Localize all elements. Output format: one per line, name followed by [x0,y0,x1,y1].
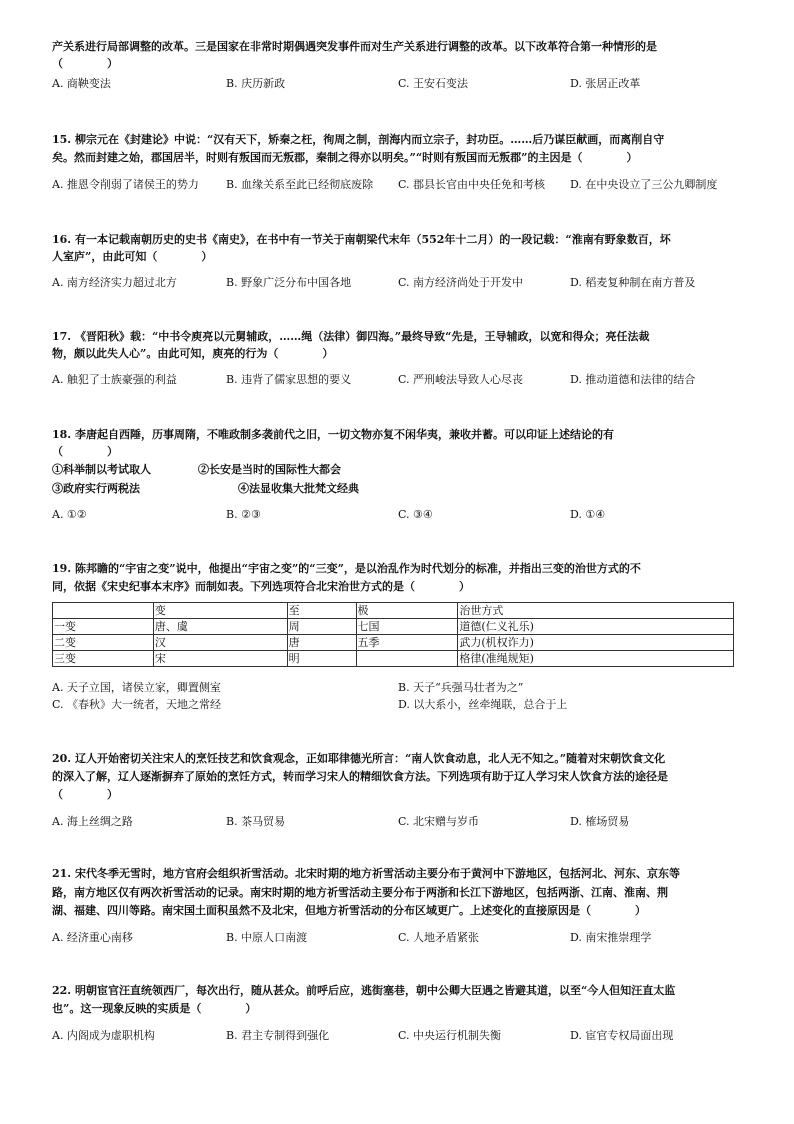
q18-item-4: ④法显收集大批梵文经典 [238,482,359,495]
table-cell: 极 [356,603,458,619]
table-cell: 唐 [287,635,356,651]
table-cell: 治世方式 [458,603,734,619]
q20-stem-line-2: 的深入了解，辽人逐渐摒弃了原始的烹饪方式，转而学习宋人的精细饮食方法。下列选项有助于辽人学习宋人饮食方法的途径是 [52,770,668,783]
q21-option-a: A. 经济重心南移 [52,931,133,944]
q16-stem-line-1: 16. 有一本记载南朝历史的史书《南史》，在书中有一节关于南朝梁代末年（552年十二月）的一段记载：“淮南有野象数百，坏 [52,233,671,246]
q21-stem-line-1: 21. 宋代冬季无雪时，地方官府会组织祈雪活动。北宋时期的地方祈雪活动主要分布于黄河中下游地区，包括河北、河东、京东等 [52,867,680,880]
table-row [53,651,734,667]
table-cell: 武力(机权诈力) [458,635,734,651]
q18-item-2: ②长安是当时的国际性大都会 [198,463,341,476]
q22-stem-line-1: 22. 明朝宦官汪直统领西厂，每次出行，随从甚众。前呼后应，逃街塞巷，朝中公卿大臣遇之皆避其道，以至“今人但知汪直太监 [52,984,676,997]
table-cell: 格律(准绳规矩) [458,651,734,667]
q16-option-c: C. 南方经济尚处于开发中 [398,276,524,289]
q17-stem-line-2: 物，颇以此失人心”。由此可知，庾亮的行为（ ） [52,347,334,360]
q17-option-c: C. 严刑峻法导致人心尽丧 [398,373,524,386]
q16-option-a: A. 南方经济实力超过北方 [52,276,177,289]
table-cell [356,651,458,667]
q15-option-c: C. 郡县长官由中央任免和考核 [398,178,546,191]
table-cell [53,603,154,619]
table-cell: 道德(仁义礼乐) [458,619,734,635]
q20-stem-line-1: 20. 辽人开始密切关注宋人的烹饪技艺和饮食观念，正如耶律德光所言：“南人饮食动息，北人无不知之。”随着对宋朝饮食文化 [52,752,666,765]
q19-option-a: A. 天子立国，诸侯立家，卿置侧室 [52,681,221,694]
q21-option-d: D. 南宋推崇理学 [570,931,652,944]
q14-option-b: B. 庆历新政 [226,77,286,90]
q18-option-d: D. ①④ [570,508,606,521]
q22-stem-line-2: 也”。这一现象反映的实质是（ ） [52,1002,257,1015]
q17-stem-line-1: 17. 《晋阳秋》载：“中书令庾亮以元舅辅政，……绳（法律）御四海。”最终导致“先是，王导辅政，以宽和得众；亮任法裁 [52,330,650,343]
table-cell: 宋 [153,651,287,667]
q14-stem-line-1: 产关系进行局部调整的改革。三是国家在非常时期偶遇突发事件而对生产关系进行调整的改革。以下改革符合第一种情形的是 [52,40,657,53]
table-row [53,635,734,651]
q22-option-b: B. 君主专制得到强化 [226,1029,330,1042]
q15-option-a: A. 推恩令削弱了诸侯王的势力 [52,178,199,191]
q19-option-d: D. 以大系小，丝牵绳联，总合于上 [398,698,568,711]
q14-option-d: D. 张居正改革 [570,77,641,90]
table-cell: 变 [153,603,287,619]
q14-option-a: A. 商鞅变法 [52,77,111,90]
q22-option-c: C. 中央运行机制失衡 [398,1029,502,1042]
q21-option-c: C. 人地矛盾紧张 [398,931,480,944]
q20-stem-line-3: （ ） [52,788,118,801]
q16-option-b: B. 野象广泛分布中国各地 [226,276,352,289]
q21-stem-line-2: 路，南方地区仅有两次祈雪活动的记录。南宋时期的地方祈雪活动主要分布于两浙和长江下游地区，包括两浙、江南、淮南、荆 [52,886,668,899]
q18-option-a: A. ①② [52,508,87,521]
q16-option-d: D. 稻麦复种制在南方普及 [570,276,696,289]
q19-table [52,602,734,667]
q20-option-d: D. 榷场贸易 [570,815,630,828]
q22-option-a: A. 内阁成为虚职机构 [52,1029,155,1042]
table-cell: 五季 [356,635,458,651]
q18-stem-line-2: （ ） [52,445,118,458]
q15-stem-line-2: 矣。然而封建之始，郡国居半，时则有叛国而无叛郡，秦制之得亦以明矣。”“时则有叛国而无叛郡”的主因是（ ） [52,151,638,164]
table-cell: 汉 [153,635,287,651]
q21-stem-line-3: 湖、福建、四川等路。南宋国土面积虽然不及北宋，但地方祈雪活动的分布区域更广。上述变化的直接原因是（ ） [52,904,646,917]
table-cell: 周 [287,619,356,635]
q19-option-c: C. 《春秋》大一统者，天地之常经 [52,698,222,711]
table-row [53,619,734,635]
q18-item-1: ①科举制以考试取人 [52,463,151,476]
q19-option-b: B. 天子“兵强马壮者为之” [398,681,524,694]
q22-option-d: D. 宦官专权局面出现 [570,1029,674,1042]
q20-option-c: C. 北宋赠与岁币 [398,815,480,828]
q19-stem-line-2: 同，依据《宋史纪事本末序》而制如表。下列选项符合北宋治世方式的是（ ） [52,580,470,593]
table-cell: 一变 [53,619,154,635]
q17-option-d: D. 推动道德和法律的结合 [570,373,696,386]
q18-option-c: C. ③④ [398,508,433,521]
q21-option-b: B. 中原人口南渡 [226,931,308,944]
q17-option-b: B. 违背了儒家思想的要义 [226,373,352,386]
q18-stem-line-1: 18. 李唐起自西陲，历事周隋，不唯政制多袭前代之旧，一切文物亦复不闲华夷，兼收并蓄。可以印证上述结论的有 [52,428,614,441]
table-cell: 三变 [53,651,154,667]
q20-option-b: B. 茶马贸易 [226,815,286,828]
table-cell: 唐、虞 [153,619,287,635]
table-cell: 至 [287,603,356,619]
q15-stem-line-1: 15. 柳宗元在《封建论》中说：“汉有天下，矫秦之枉，徇周之制，剖海内而立宗子，封功臣。……后乃谋臣献画，而离削自守 [52,133,665,146]
table-cell: 明 [287,651,356,667]
table-cell: 七国 [356,619,458,635]
q18-item-3: ③政府实行两税法 [52,482,140,495]
table-cell: 二变 [53,635,154,651]
q17-option-a: A. 触犯了士族豪强的利益 [52,373,177,386]
q15-option-b: B. 血缘关系至此已经彻底废除 [226,178,374,191]
q14-stem-line-2: （ ） [52,57,118,70]
q15-option-d: D. 在中央设立了三公九卿制度 [570,178,718,191]
q16-stem-line-2: 人室庐”，由此可知（ ） [52,250,213,263]
q19-stem-line-1: 19. 陈邦瞻的“宇宙之变”说中，他提出“宇宙之变”的“三变”，是以治乱作为时代划分的标准，并指出三变的治世方式的不 [52,562,641,575]
q20-option-a: A. 海上丝绸之路 [52,815,133,828]
q14-option-c: C. 王安石变法 [398,77,469,90]
q18-option-b: B. ②③ [226,508,261,521]
table-header-row [53,603,734,619]
